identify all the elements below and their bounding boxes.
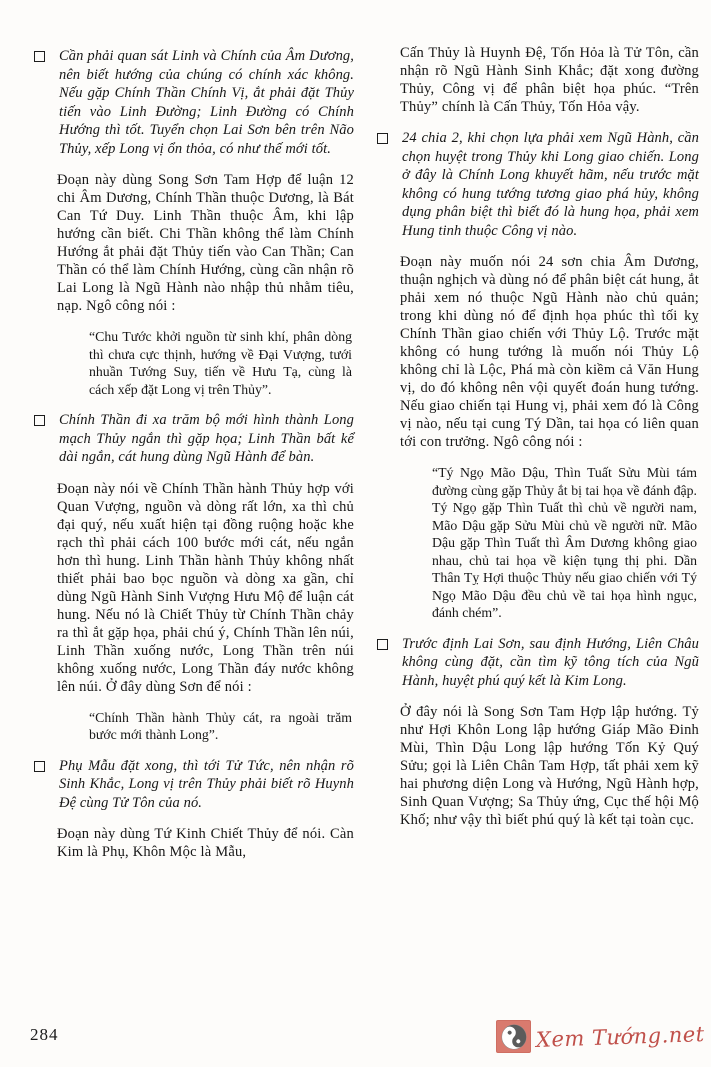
bullet-item <box>33 47 354 158</box>
paragraph: Ở đây nói là Song Sơn Tam Hợp lập hướng. Tỷ như Hợi Khôn Long lập hướng Giáp Mão Đinh Mùi, Thìn Dậu Long lập hướng Tốn Kỷ Quý Sửu; gọi là Liên Chân Tam Hợp, tất phải xem kỹ hai phương diện Long và Hướng, Ngũ Hành hợp, Sinh Quan Vượng; Sa Thủy ứng, Cục thế hội Mộ Khố; như vậy thì biết phú quý là kết tại toàn cục. <box>400 704 699 828</box>
bullet-text: Trước định Lai Sơn, sau định Hướng, Liên Châu không cùng đặt, cần tìm kỹ tông tích của Ngũ Hành, huyệt phú quý kết là Kim Long. <box>402 635 699 689</box>
right-column <box>376 44 699 874</box>
page-number: 284 <box>30 1025 59 1044</box>
bullet-text: Cần phải quan sát Linh và Chính của Âm Dương, nên biết hướng của chúng có chính xác không. Nếu gặp Chính Thần Chính Vị, ắt phải đặt Thủy tiến vào Linh Đường; Linh Đường có Chính Hướng thì tốt. Tuyển chọn Lai Sơn bên trên Não Thủy, xếp Long vị ổn thỏa, có như thế mới tốt. <box>59 48 354 157</box>
bullet-square-icon <box>34 761 45 772</box>
paragraph: Đoạn này dùng Tứ Kinh Chiết Thủy để nói. Càn Kim là Phụ, Khôn Mộc là Mẫu, <box>57 826 354 860</box>
quote-block: “Tý Ngọ Mão Dậu, Thìn Tuất Sửu Mùi tám đường cùng gặp Thủy ắt bị tai họa về đánh đập. Tý Ngọ gặp Thìn Tuất thì chủ về người nam, Mão Dậu gặp Sửu Mùi chủ về người nữ. Mão Dậu gặp Thìn Tuất thì Âm Dương không giao nhau, chủ tai họa về kiện tụng thị phi. Dần Thân Tỵ Hợi thuộc Thủy nếu giao chiến với Tý Ngọ Mão Dậu đều chủ về tai họa hình ngục, đánh chém”. <box>432 465 697 620</box>
paragraph: Đoạn này nói về Chính Thần hành Thủy hợp với Quan Vượng, nguồn và dòng rất lớn, xa thì chủ đại quý, nếu xuất hiện tại đồng ruộng hoặc khe rạch thì phải cách 100 bước mới cát, nếu ngắn hơn thì hung. Linh Thần hành Thủy không nhất thiết phải bao bọc nguồn và dòng xa gần, chỉ dùng Ngũ Hành Sinh Vượng Hưu Mộ để luận cát hung. Nếu nó là Chiết Thủy từ Chính Thần chảy ra thì ắt gặp họa, phải chú ý, Chính Thần lên núi, Linh Thần xuống nước, Long Thần trên núi không xuống nước, Long Thần đáy nước không lên núi. Ở đây dùng Sơn để nói : <box>57 480 354 695</box>
bullet-text: Chính Thần đi xa trăm bộ mới hình thành Long mạch Thủy ngắn thì gặp họa; Linh Thần bất kể dài ngắn, cát hung dùng Ngũ Hành để bàn. <box>59 412 354 465</box>
watermark-text: Xem Tướng.net <box>535 1021 706 1052</box>
bullet-item <box>376 635 699 691</box>
bullet-item <box>33 757 354 813</box>
paragraph: Đoạn này muốn nói 24 sơn chia Âm Dương, thuận nghịch và dùng nó để phân biệt cát hung, ắt phải xem nó thuộc Ngũ Hành nào chủ quản; trong khi dùng nó để định họa phúc thì tối kỵ Chính Thần giao chiến với Thủy Lộ. Trước mặt không có hung tướng là muốn nói Thủy Lộ không chỉ là Lộc, Phá mà còn kiềm cả Văn Hung vị, do đó không nên vội quyết đoán hung tướng. Nếu giao chiến tại Hung vị, phải xem đó là Công vị nào, nếu tại cung Tý Dần, tai họa có liên quan tới con trưởng. Ngô công nói : <box>400 254 699 450</box>
bullet-text: 24 chia 2, khi chọn lựa phải xem Ngũ Hành, cần chọn huyệt trong Thủy khi Long giao chiến. Long ở đây là Chính Long khuyết hãm, nếu trước mặt không có hung tướng tương giao phá hủy, không dụng phân biệt thì biết đó là hung họa, phải xem Hung tinh thuộc Công vị nào. <box>402 130 699 239</box>
yin-yang-icon <box>496 1020 531 1053</box>
bullet-square-icon <box>34 51 45 62</box>
bullet-item <box>376 129 699 240</box>
bullet-item <box>33 411 354 467</box>
bullet-text: Phụ Mẫu đặt xong, thì tới Tử Tức, nên nhận rõ Sinh Khắc, Long vị trên Thủy phải biết rõ Huynh Đệ cùng Tử Tôn của nó. <box>59 757 354 811</box>
left-column <box>33 44 354 874</box>
bullet-square-icon <box>34 415 45 426</box>
watermark <box>496 1020 705 1053</box>
quote-block: “Chính Thần hành Thủy cát, ra ngoài trăm bước mới thành Long”. <box>89 709 352 742</box>
paragraph: Cấn Thủy là Huynh Đệ, Tốn Hỏa là Tử Tôn, cần nhận rõ Ngũ Hành Sinh Khắc; đặt xong đường Thủy, Công vị để phân biệt họa phúc. “Trên Thủy” chính là Cấn Thủy, Tốn Hỏa vậy. <box>400 45 699 115</box>
bullet-square-icon <box>377 133 388 144</box>
quote-block: “Chu Tước khởi nguồn từ sinh khí, phân dòng thì chưa cực thịnh, hướng về Đại Vượng, tưới nhuần Tướng Suy, tiến về Hưu Tạ, cùng là cách xếp đặt Long vị trên Thủy”. <box>89 329 352 397</box>
page-content <box>33 44 697 874</box>
bullet-square-icon <box>377 639 388 650</box>
paragraph: Đoạn này dùng Song Sơn Tam Hợp để luận 12 chi Âm Dương, Chính Thần thuộc Dương, là Bát Can Tứ Duy. Linh Thần thuộc Âm, khi lập hướng cần biết. Chi Thần không thể làm Chính Hướng ắt phải đặt Thủy tiến vào Can Thần; Can Thần có thể làm Chính Hướng, cùng cần nhận rõ Lai Long là Ngũ Hành nào nhập thủ nhằm tiêu, nạp. Ngô công nói : <box>57 172 354 314</box>
